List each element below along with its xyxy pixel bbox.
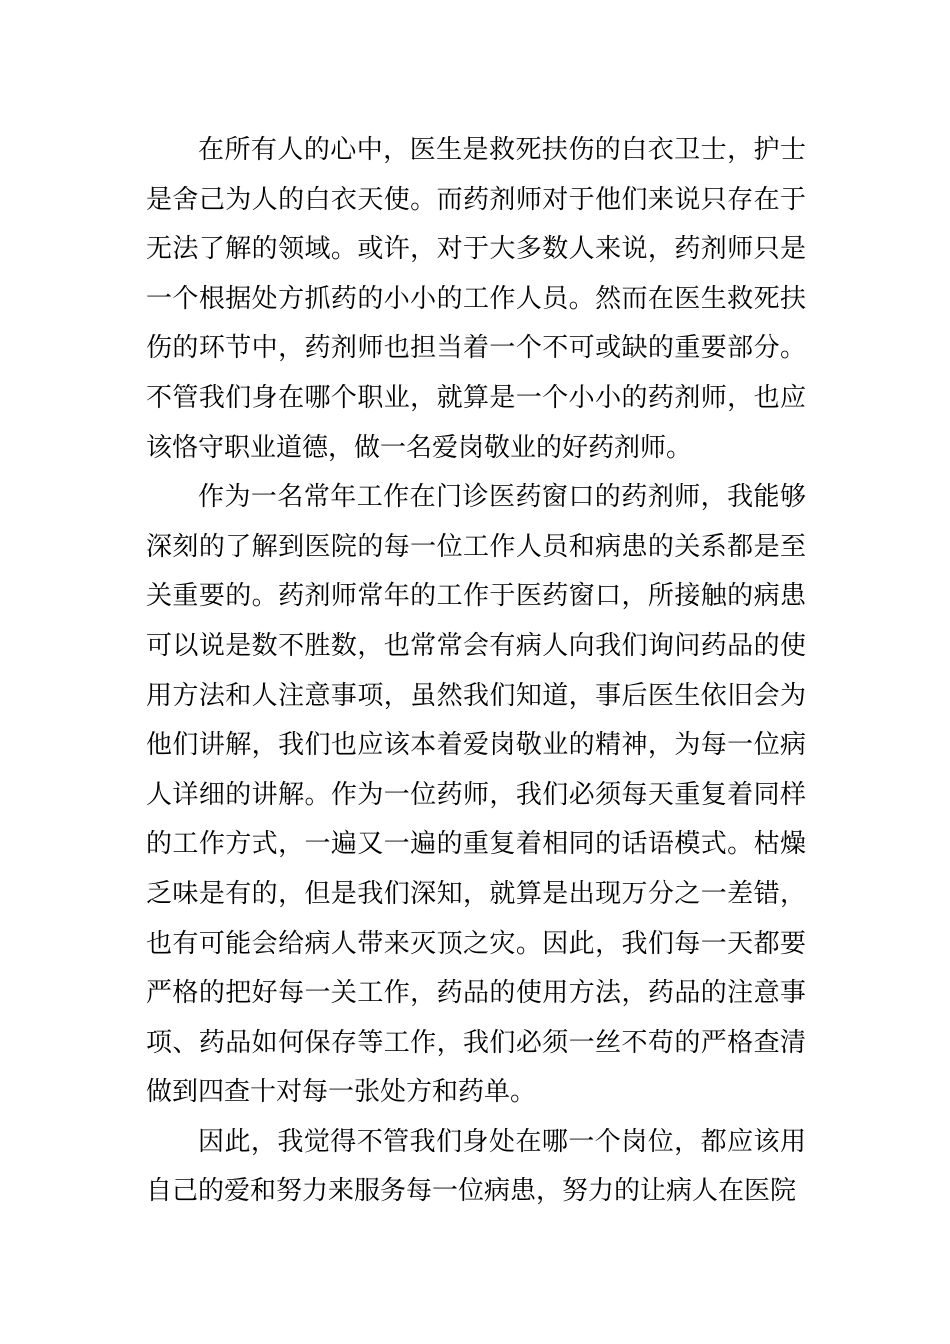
paragraph-3: 因此，我觉得不管我们身处在哪一个岗位，都应该用自己的爱和努力来服务每一位病患，努力的让病人在医院 — [146, 1126, 806, 1207]
paragraph-2: 作为一名常年工作在门诊医药窗口的药剂师，我能够深刻的了解到医院的每一位工作人员和病患的关系都是至关重要的。药剂师常年的工作于医药窗口，所接触的病患可以说是数不胜数，也常常会有病人向我们询问药品的使用方法和人注意事项，虽然我们知道，事后医生依旧会为他们讲解，我们也应该本着爱岗敬业的精神，为每一位病人详细的讲解。作为一位药师，我们必须每天重复着同样的工作方式，一遍又一遍的重复着相同的话语模式。枯燥乏味是有的，但是我们深知，就算是出现万分之一差错，也有可能会给病人带来灭顶之灾。因此，我们每一天都要严格的把好每一关工作，药品的使用方法，药品的注意事项、药品如何保存等工作，我们必须一丝不苟的严格查清做到四查十对每一张处方和药单。 — [146, 482, 806, 1108]
document-page — [146, 126, 806, 1217]
paragraph-1: 在所有人的心中，医生是救死扶伤的白衣卫士，护士是舍己为人的白衣天使。而药剂师对于他们来说只存在于无法了解的领域。或许，对于大多数人来说，药剂师只是一个根据处方抓药的小小的工作人员。然而在医生救死扶伤的环节中，药剂师也担当着一个不可或缺的重要部分。不管我们身在哪个职业，就算是一个小小的药剂师，也应该恪守职业道德，做一名爱岗敬业的好药剂师。 — [146, 135, 806, 463]
